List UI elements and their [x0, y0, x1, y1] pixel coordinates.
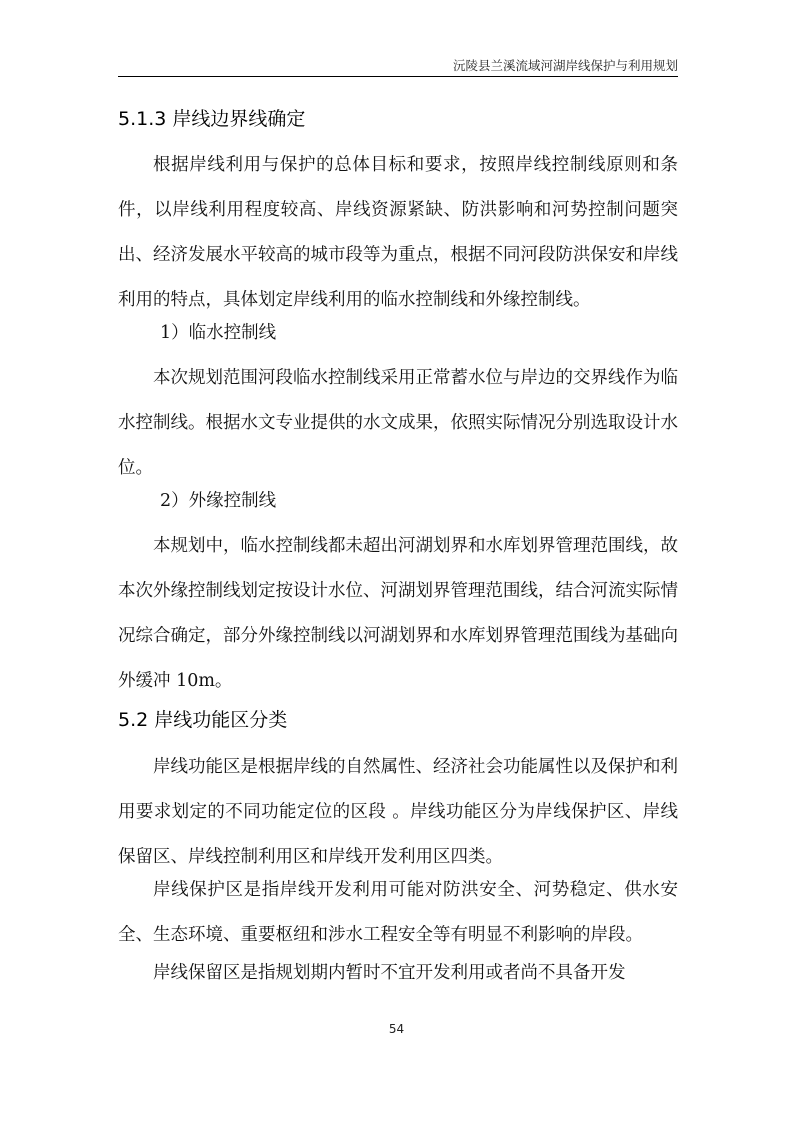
list-item-waterside-line: 1）临水控制线	[160, 323, 277, 343]
list-item-outer-line: 2）外缘控制线	[160, 491, 277, 511]
paragraph-waterside-line: 本次规划范围河段临水控制线采用正常蓄水位与岸边的交界线作为临水控制线。根据水文专业提供的水文成果，依照实际情况分别选取设计水位。	[118, 368, 678, 478]
document-title: 沅陵县兰溪流域河湖岸线保护与利用规划	[452, 58, 678, 73]
section-heading-5-1-3: 5.1.3 岸线边界线确定	[118, 108, 306, 130]
paragraph-reserve-zone: 岸线保留区是指规划期内暂时不宜开发利用或者尚不具备开发	[153, 963, 626, 983]
paragraph-outer-line: 本规划中，临水控制线都未超出河湖划界和水库划界管理范围线，故本次外缘控制线划定按设计水位、河湖划界管理范围线，结合河流实际情况综合确定，部分外缘控制线以河湖划界和水库划界管理范围线为基础向外缓冲 10m。	[118, 536, 678, 691]
page-header	[118, 54, 678, 77]
paragraph-protection-zone: 岸线保护区是指岸线开发利用可能对防洪安全、河势稳定、供水安全、生态环境、重要枢纽和涉水工程安全等有明显不利影响的岸段。	[118, 880, 678, 945]
section-heading-5-2: 5.2 岸线功能区分类	[118, 709, 288, 731]
paragraph-boundary-intro: 根据岸线利用与保护的总体目标和要求，按照岸线控制线原则和条件，以岸线利用程度较高、岸线资源紧缺、防洪影响和河势控制问题突出、经济发展水平较高的城市段等为重点，根据不同河段防洪保安和岸线利用的特点，具体划定岸线利用的临水控制线和外缘控制线。	[118, 155, 678, 310]
page-number: 54	[388, 1022, 405, 1036]
paragraph-function-zones: 岸线功能区是根据岸线的自然属性、经济社会功能属性以及保护和利用要求划定的不同功能定位的区段 。岸线功能区分为岸线保护区、岸线保留区、岸线控制利用区和岸线开发利用区四类。	[118, 757, 678, 867]
